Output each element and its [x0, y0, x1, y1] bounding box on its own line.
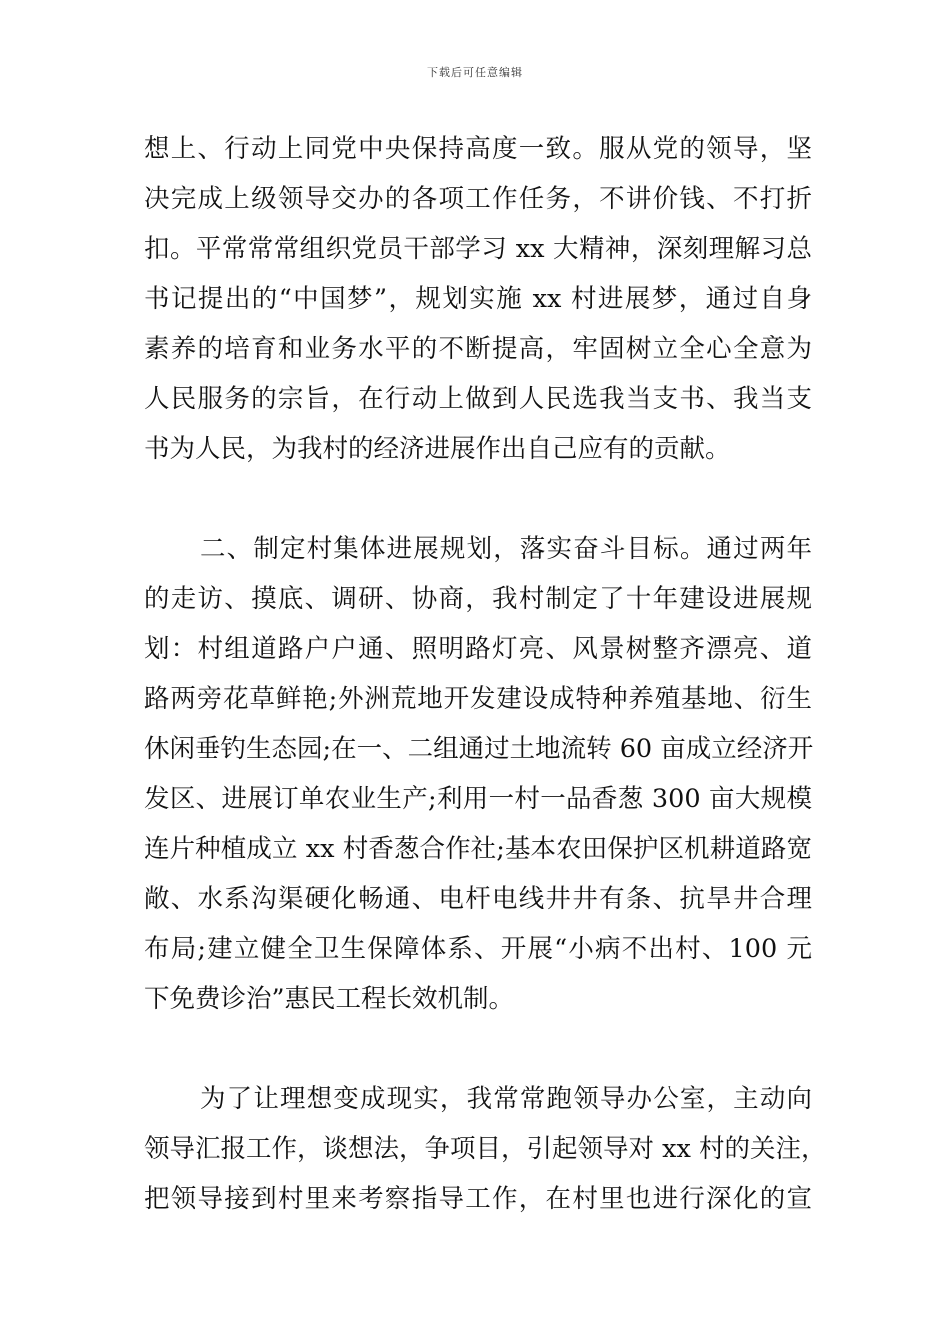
text-line: 的走访、摸底、调研、协商，我村制定了十年建设进展规	[144, 584, 812, 614]
text-line: 书为人民，为我村的经济进展作出自己应有的贡献。	[144, 434, 731, 464]
paragraph-gap	[144, 474, 812, 524]
paragraph-3	[144, 1074, 827, 1224]
text-line: 扣。平常常常组织党员干部学习 xx 大精神，深刻理解习总	[144, 234, 812, 264]
text-line: 领导汇报工作，谈想法，争项目，引起领导对 xx 村的关注，	[144, 1134, 827, 1164]
text-line: 敞、水系沟渠硬化畅通、电杆电线井井有条、抗旱井合理	[144, 884, 812, 914]
text-line: 路两旁花草鲜艳;外洲荒地开发建设成特种养殖基地、衍生	[144, 684, 812, 714]
text-line: 二、制定村集体进展规划，落实奋斗目标。通过两年	[200, 534, 812, 564]
text-line: 素养的培育和业务水平的不断提高，牢固树立全心全意为	[144, 334, 812, 364]
paragraph-1	[144, 124, 812, 474]
text-line: 下免费诊治”惠民工程长效机制。	[144, 984, 515, 1014]
page-header: 下载后可任意编辑	[427, 66, 523, 79]
text-line: 想上、行动上同党中央保持高度一致。服从党的领导，坚	[144, 134, 812, 164]
text-line: 人民服务的宗旨，在行动上做到人民选我当支书、我当支	[144, 384, 812, 414]
paragraph-gap	[144, 1024, 812, 1074]
text-line: 休闲垂钓生态园;在一、二组通过土地流转 60 亩成立经济开	[144, 734, 814, 764]
text-line: 划：村组道路户户通、照明路灯亮、风景树整齐漂亮、道	[144, 634, 812, 664]
text-line: 为了让理想变成现实，我常常跑领导办公室，主动向	[200, 1084, 812, 1114]
document-body	[144, 124, 827, 1224]
text-line: 发区、进展订单农业生产;利用一村一品香葱 300 亩大规模	[144, 784, 812, 814]
text-line: 布局;建立健全卫生保障体系、开展“小病不出村、100 元	[144, 934, 812, 964]
text-line: 书记提出的“中国梦”，规划实施 xx 村进展梦，通过自身	[144, 284, 812, 314]
text-line: 连片种植成立 xx 村香葱合作社;基本农田保护区机耕道路宽	[144, 834, 812, 864]
paragraph-2	[144, 524, 812, 1024]
text-line: 把领导接到村里来考察指导工作，在村里也进行深化的宣	[144, 1184, 812, 1214]
text-line: 决完成上级领导交办的各项工作任务，不讲价钱、不打折	[144, 184, 812, 214]
